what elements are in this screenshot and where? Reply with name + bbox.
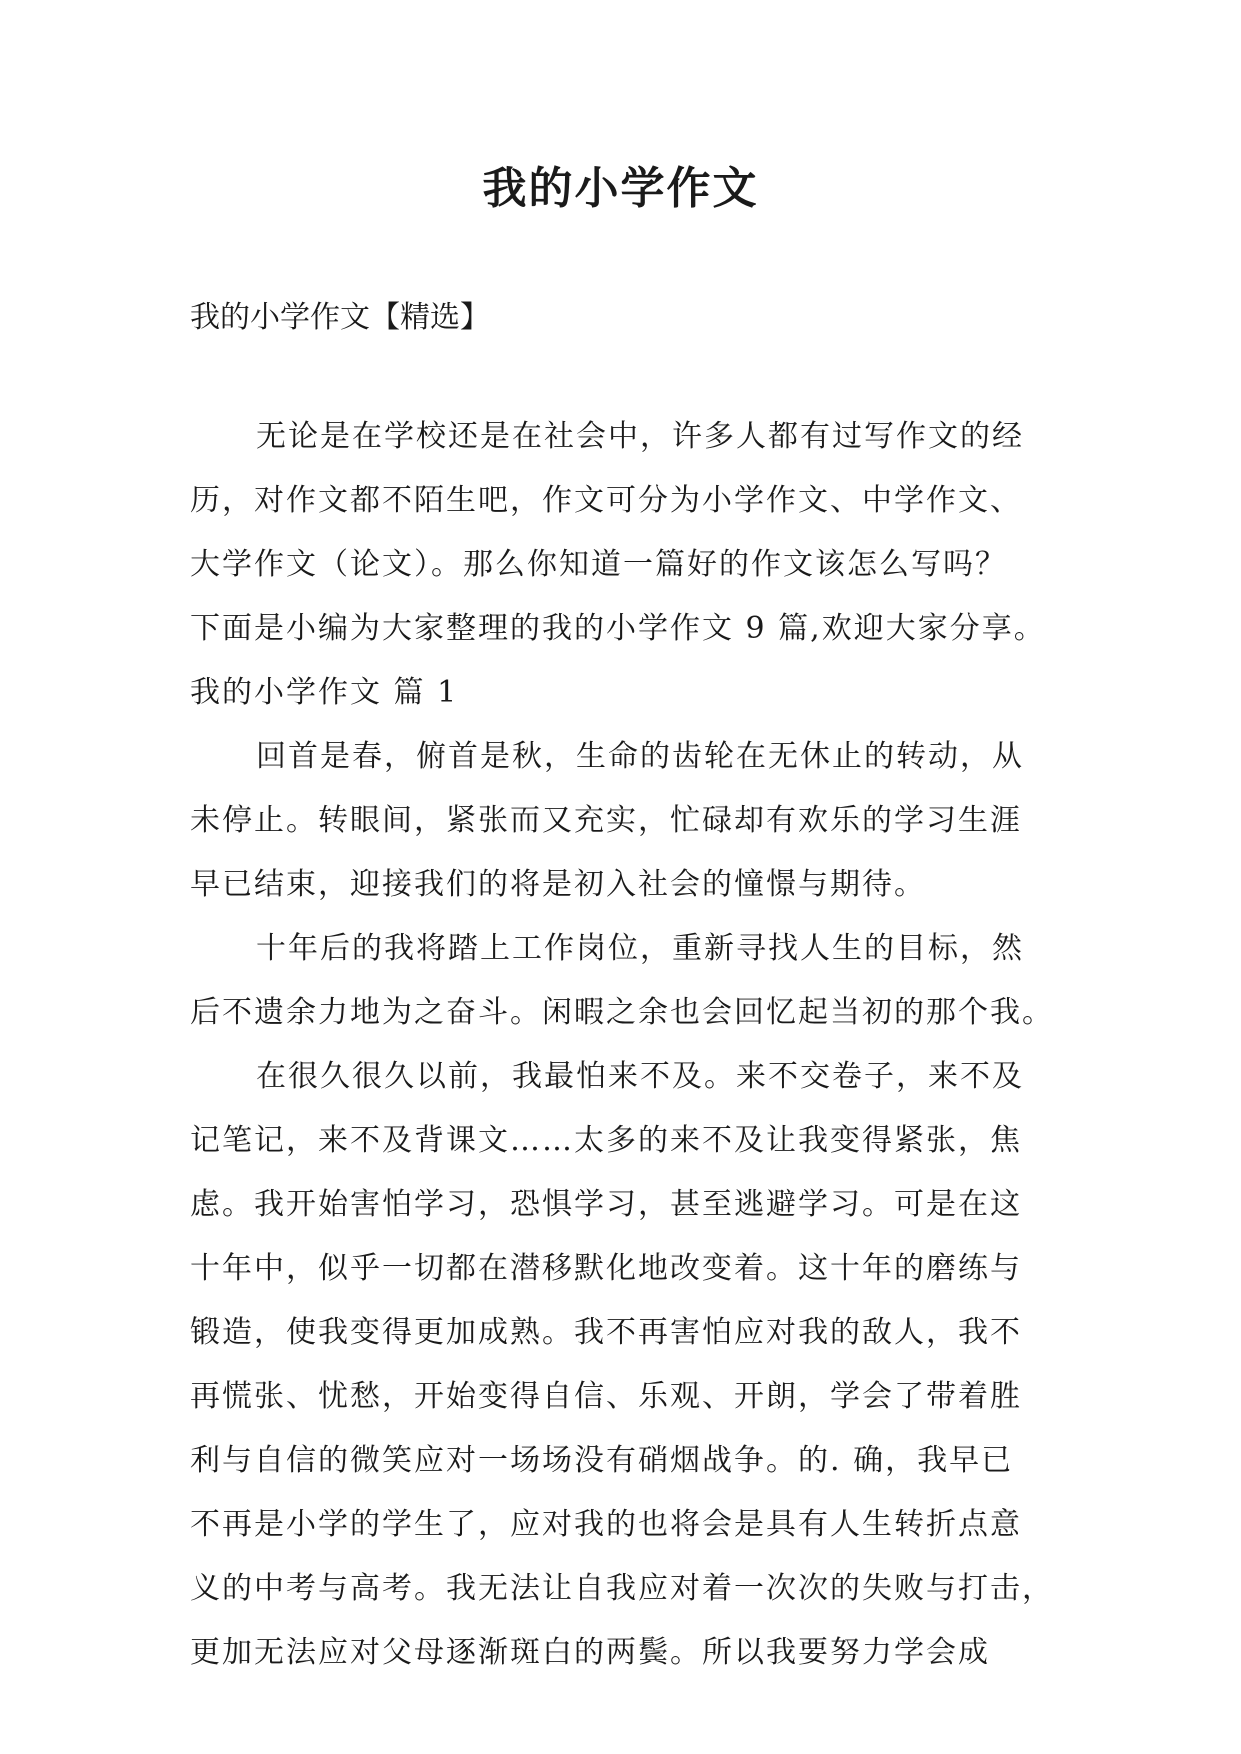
text-line: 不再是小学的学生了，应对我的也将会是具有人生转折点意 (190, 1507, 1022, 1542)
document-body (190, 405, 1090, 1685)
text-line: 我的小学作文 篇 1 (190, 675, 459, 710)
text-line: 下面是小编为大家整理的我的小学作文 9 篇,欢迎大家分享。 (190, 611, 1046, 646)
text-line: 后不遗余力地为之奋斗。闲暇之余也会回忆起当初的那个我。 (190, 995, 1054, 1030)
text-line: 大学作文（论文）。那么你知道一篇好的作文该怎么写吗？ (190, 547, 1007, 582)
text-line: 十年后的我将踏上工作岗位，重新寻找人生的目标，然 (256, 931, 1024, 966)
text-line: 更加无法应对父母逐渐斑白的两鬓。所以我要努力学会成 (190, 1635, 990, 1670)
text-line: 未停止。转眼间，紧张而又充实，忙碌却有欢乐的学习生涯 (190, 803, 1022, 838)
text-line: 利与自信的微笑应对一场场没有硝烟战争。的. 确，我早已 (190, 1443, 1014, 1478)
document-subtitle: 我的小学作文【精选】 (190, 300, 490, 335)
page-title: 我的小学作文 (482, 163, 759, 214)
text-line: 历，对作文都不陌生吧，作文可分为小学作文、中学作文、 (190, 483, 1022, 518)
text-line: 锻造，使我变得更加成熟。我不再害怕应对我的敌人，我不 (190, 1315, 1022, 1350)
text-line: 无论是在学校还是在社会中，许多人都有过写作文的经 (256, 419, 1024, 454)
text-line: 早已结束，迎接我们的将是初入社会的憧憬与期待。 (190, 867, 926, 902)
text-line: 虑。我开始害怕学习，恐惧学习，甚至逃避学习。可是在这 (190, 1187, 1022, 1222)
text-line: 十年中，似乎一切都在潜移默化地改变着。这十年的磨练与 (190, 1251, 1022, 1286)
text-line: 在很久很久以前，我最怕来不及。来不交卷子，来不及 (256, 1059, 1024, 1094)
text-line: 记笔记，来不及背课文……太多的来不及让我变得紧张，焦 (190, 1123, 1022, 1158)
text-line: 再慌张、忧愁，开始变得自信、乐观、开朗，学会了带着胜 (190, 1379, 1022, 1414)
text-line: 回首是春，俯首是秋，生命的齿轮在无休止的转动，从 (256, 739, 1024, 774)
text-line: 义的中考与高考。我无法让自我应对着一次次的失败与打击， (190, 1571, 1054, 1606)
